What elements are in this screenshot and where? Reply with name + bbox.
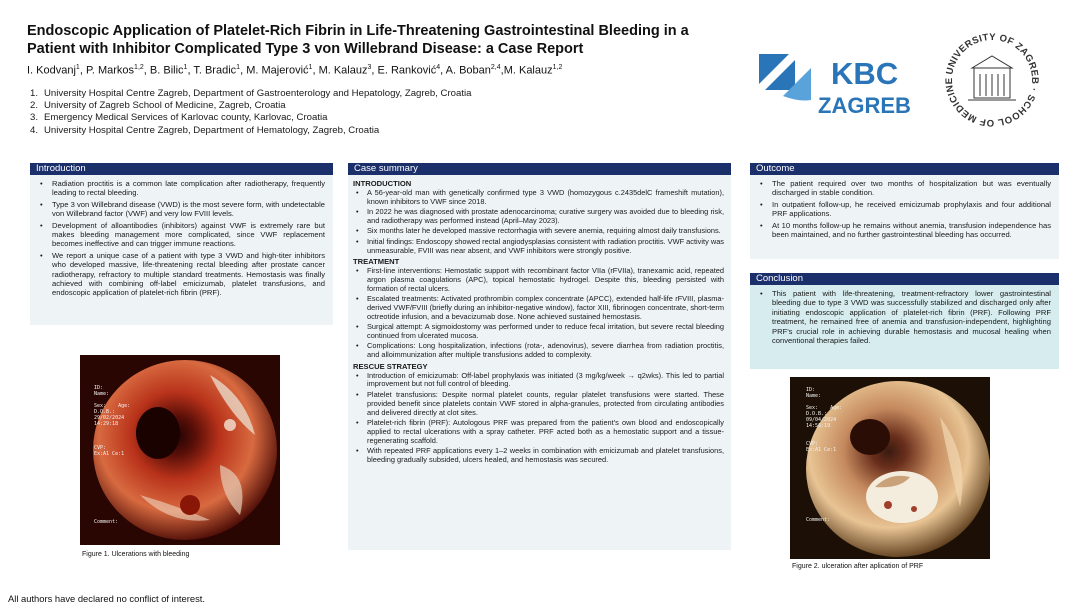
author-name: T. Bradic [193, 64, 237, 77]
author-affiliation-marker: 1,2 [552, 64, 563, 71]
conclusion-heading: Conclusion [750, 273, 1059, 285]
author-name: P. Markos [85, 64, 135, 77]
introduction-heading: Introduction [30, 163, 333, 175]
figure-1-endoscopy-image [80, 355, 280, 545]
rescue-strategy-list [353, 372, 724, 465]
author-name: A. Boban [445, 64, 491, 77]
author-name: B. Bilic [149, 64, 184, 77]
affiliation-item: 2. University of Zagreb School of Medicine, Zagreb, Croatia [30, 100, 286, 112]
list-item: • In outpatient follow-up, he received emicizumab prophylaxis and four additional PRF applications. [758, 200, 1051, 219]
university-seal-logo [938, 26, 1046, 134]
author-name: M. Majerović [246, 64, 309, 77]
treatment-list [353, 267, 724, 360]
figure-1-comment: Comment: [94, 519, 119, 525]
author-affiliation-marker: 3 [367, 64, 372, 71]
list-item: • Initial findings: Endoscopy showed rectal angiodysplasias consistent with radiation proctitis. VWF activity was unmeasurable, FVIII was near absent, and VWF inhibitors were strongly positive. [353, 238, 724, 256]
list-item: • Complications: Long hospitalization, infections (rota-, adenovirus), severe diarrhea from radiation proctitis, and alloimmunization after multiple transfusions added to complexity. [353, 342, 724, 360]
list-item: • This patient with life-threatening, treatment-refractory lower gastrointestinal bleeding due to type 3 VWD was successfully stabilized and discharged only after initiating endoscopic application of platelet-rich fibrin (PRF). Following PRF treatment, he remained free of anemia and transfusion-independent, highlighting PRF's crucial role in achieving durable hemostasis and mucosal healing when conventional therapies failed. [758, 289, 1051, 345]
list-item: • The patient required over two months of hospitalization but was eventually discharged in stable condition. [758, 179, 1051, 198]
list-item: • Surgical attempt: A sigmoidostomy was performed under to reduce fecal irritation, but severe rectal bleeding continued from ulcerated mucosa. [353, 323, 724, 341]
introduction-panel [30, 163, 333, 325]
author-affiliation-marker: 1,2 [134, 64, 144, 71]
author-name: I. Kodvanj [27, 64, 76, 77]
list-item: • A 56-year-old man with genetically confirmed type 3 VWD (homozygous c.2435delC frameshift mutation), known inhibitors to VWF since 2018. [353, 189, 724, 207]
figure-1-caption: Figure 1. Ulcerations with bleeding [82, 551, 190, 558]
list-item: • Six months later he developed massive rectorrhagia with severe anemia, requiring almost daily transfusions. [353, 227, 724, 236]
list-item: • Platelet transfusions: Despite normal platelet counts, regular platelet transfusions were started. These provided benefit since platelets contain VWF stored in alpha-granules, protected from circulating antibodies and delivered directly at clot sites. [353, 391, 724, 418]
case-summary-panel [348, 163, 731, 550]
author-affiliation-marker: 1 [75, 64, 80, 71]
list-item: • We report a unique case of a patient with type 3 VWD and high-titer inhibitors who developed massive, life-threatening rectal bleeding after prostate cancer radiotherapy, refractory to multiple standard treatments. Hemostasis was finally achieved with combining off-label emicizumab, platelet transfusions, and endoscopic application of platelet-rich fibrin (PRF). [38, 251, 325, 298]
introduction-list [30, 175, 333, 304]
figure-2-endoscopy-image [790, 377, 990, 559]
outcome-panel [750, 163, 1059, 259]
case-summary-heading: Case summary [348, 163, 731, 175]
conclusion-panel [750, 273, 1059, 369]
author-affiliation-marker: 1 [236, 64, 241, 71]
case-intro-list [353, 189, 724, 256]
author-list: I. Kodvanj$^1$, P. Markos$^{1,2}$, B. Bilic$^1$, T. Bradic$^1$, M. Majerović$^1$, M. Kalauz$^3$, E. Ranković$^4$, A. Boban$^{2,4}$,M. Kalauz$^{1,2}$ [27, 64, 563, 77]
svg-text:UNIVERSITY OF ZAGREB · SCHOOL: UNIVERSITY OF ZAGREB · SCHOOL OF MEDICINE [943, 31, 1041, 129]
author-affiliation-marker: 2,4 [490, 64, 501, 71]
list-item: • Radiation proctitis is a common late complication after radiotherapy, frequently leading to rectal bleeding. [38, 179, 325, 198]
section-title: RESCUE STRATEGY [353, 361, 428, 371]
conclusion-list [750, 285, 1059, 351]
kbc-logo-text: KBC [831, 56, 899, 91]
affiliation-list [30, 88, 472, 137]
list-item: • Introduction of emicizumab: Off-label prophylaxis was initiated (3 mg/kg/week → q2wks). This led to partial improvement but not full control of bleeding. [353, 372, 724, 390]
list-item: • Development of alloantibodies (inhibitors) against VWF is extremely rare but makes bleeding management more complicated, since VWF replacement becomes ineffective and can trigger immune reactions. [38, 221, 325, 249]
list-item: • With repeated PRF applications every 1–2 weeks in combination with emicizumab and platelet transfusions, bleeding gradually subsided, ulcers healed, and hemostasis was secured. [353, 447, 724, 465]
author-name: M. Kalauz [503, 64, 553, 77]
author-affiliation-marker: 1 [308, 64, 313, 71]
figure-1-overlay-text: ID: Name: Sex: Age: D.O.B.: 29/02/2024 14:29:18 CVP: Ex:A1 Ce:1 [94, 385, 131, 457]
list-item: • Type 3 von Willebrand disease (VWD) is the most severe form, with undetectable von Willebrand factor (VWF) and very low FVIII levels. [38, 200, 325, 219]
section-title: INTRODUCTION [353, 179, 412, 188]
conflict-of-interest-note: All authors have declared no conflict of interest. [8, 593, 205, 604]
list-item: • In 2022 he was diagnosed with prostate adenocarcinoma; curative surgery was avoided due to bleeding risk, and radiotherapy was performed instead (April–May 2023). [353, 208, 724, 226]
author-affiliation-marker: 4 [436, 64, 441, 71]
zagreb-logo-text: ZAGREB [818, 93, 911, 118]
affiliation-item: 1. University Hospital Centre Zagreb, Department of Gastroenterology and Hepatology, Zagreb, Croatia [30, 88, 472, 99]
author-name: M. Kalauz [318, 64, 368, 77]
affiliation-item: 3. Emergency Medical Services of Karlovac county, Karlovac, Croatia [30, 112, 328, 124]
list-item: • First-line interventions: Hemostatic support with recombinant factor VIIa (rFVIIa), tranexamic acid, repeated argon plasma coagulations (APC), topical hemostatic hydrogel. Despite this, bleeding persisted with formation of rectal ulcers. [353, 267, 724, 294]
outcome-heading: Outcome [750, 163, 1059, 175]
section-title: TREATMENT [353, 256, 400, 266]
figure-2-caption: Figure 2. ulceration after aplication of PRF [792, 563, 924, 570]
figure-2-comment: Comment: [806, 517, 831, 523]
figure-2-overlay-text: ID: Name: Sex: Age: D.O.B.: 09/04/2024 14:56:19 CVP: Ex:A1 Ce:1 [806, 387, 843, 453]
list-item: • Escalated treatments: Activated prothrombin complex concentrate (APCC), extended half-life rFVIII, plasma-derived VWF/FVIII (briefly during an inhibitor-negative window), factor XIII, fibrinogen concentrate, short-term octreotide infusion, and a bevacizumab dose. None achieved sustained hemostasis. [353, 295, 724, 322]
affiliation-item: 4. University Hospital Centre Zagreb, Department of Hematology, Zagreb, Croatia [30, 124, 380, 136]
author-name: E. Ranković [377, 64, 437, 77]
kbc-zagreb-logo [755, 40, 913, 120]
outcome-list [750, 175, 1059, 245]
list-item: • At 10 months follow-up he remains without anemia, transfusion independence has been maintained, and no further gastrointestinal bleeding has occurred. [758, 221, 1051, 240]
poster-title: Endoscopic Application of Platelet-Rich Fibrin in Life-Threatening Gastrointestinal Bleeding in a Patient with Inhibitor Complicated Type 3 von Willebrand Disease: a Case Report [27, 23, 689, 57]
author-affiliation-marker: 1 [183, 64, 188, 71]
list-item: • Platelet-rich fibrin (PRF): Autologous PRF was prepared from the patient's own blood and endoscopically applied to rectal ulcerations with a spray catheter. PRF acted both as a hemostatic support and a tissue-regenerating scaffold. [353, 419, 724, 446]
